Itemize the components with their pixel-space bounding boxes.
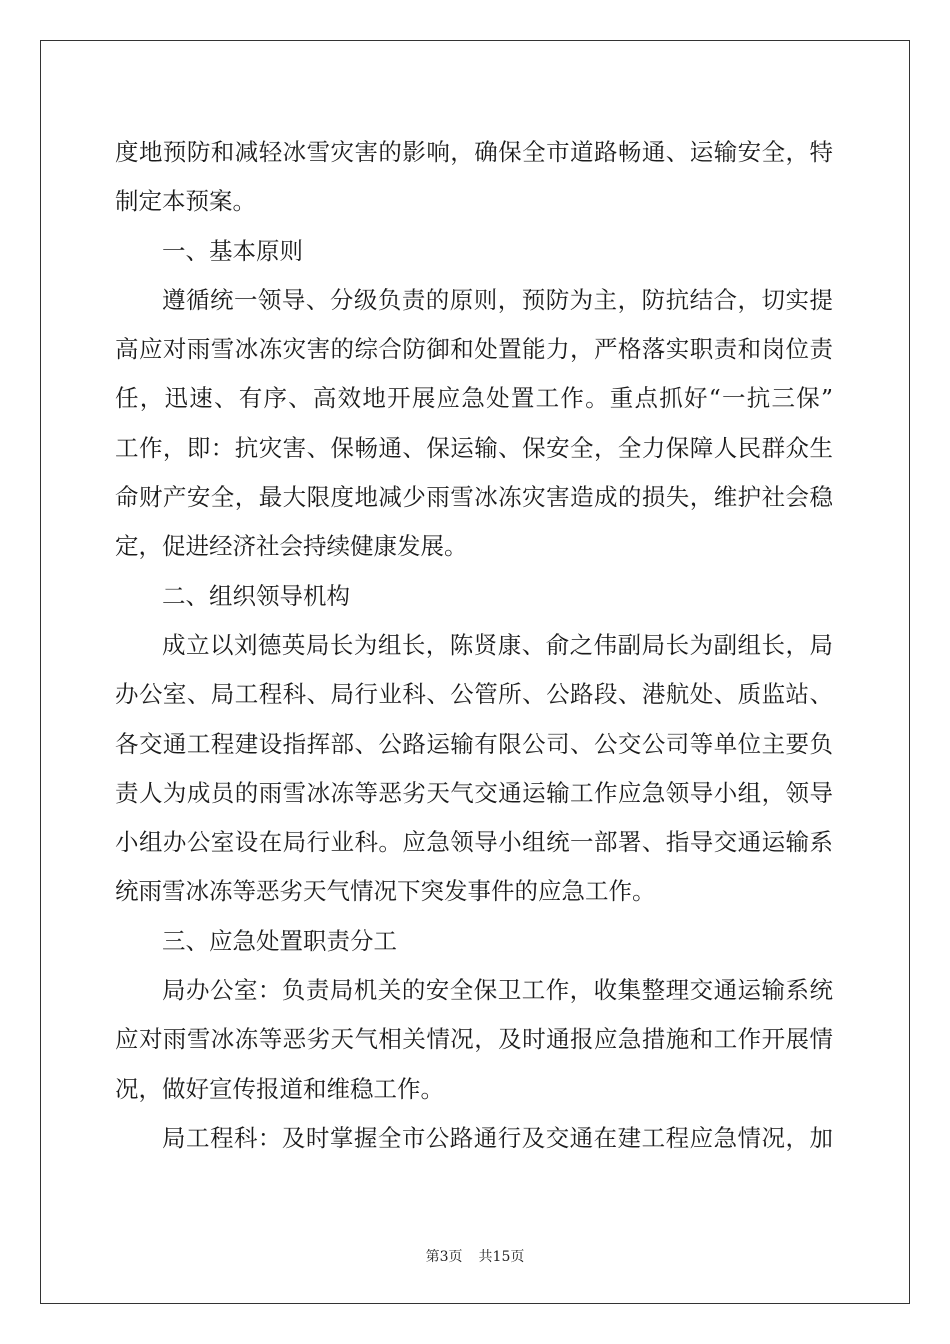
text-line: 局工程科：及时掌握全市公路通行及交通在建工程应急情况，加 [162, 1123, 833, 1152]
text-line: 工作，即：抗灾害、保畅通、保运输、保安全，全力保障人民群众生 [115, 433, 833, 462]
text-line: 小组办公室设在局行业科。应急领导小组统一部署、指导交通运输系 [115, 828, 833, 857]
text-line: 况，做好宣传报道和维稳工作。 [115, 1074, 444, 1103]
page-number-current: 第3页 [425, 1249, 463, 1265]
text-line: 定，促进经济社会持续健康发展。 [115, 532, 468, 561]
document-body [115, 128, 833, 1163]
text-line: 度地预防和减轻冰雪灾害的影响，确保全市道路畅通、运输安全，特 [115, 138, 833, 166]
text-line: 遵循统一领导、分级负责的原则，预防为主，防抗结合，切实提 [162, 285, 833, 314]
text-line: 制定本预案。 [115, 187, 256, 216]
text-line: 二、组织领导机构 [162, 581, 350, 610]
page-footer [0, 1246, 950, 1266]
text-line: 命财产安全，最大限度地减少雨雪冰冻灾害造成的损失，维护社会稳 [115, 483, 833, 512]
text-line: 局办公室：负责局机关的安全保卫工作，收集整理交通运输系统 [162, 976, 833, 1005]
text-line: 统雨雪冰冻等恶劣天气情况下突发事件的应急工作。 [115, 877, 656, 906]
text-line: 办公室、局工程科、局行业科、公管所、公路段、港航处、质监站、 [115, 680, 833, 709]
text-line: 成立以刘德英局长为组长，陈贤康、俞之伟副局长为副组长，局 [162, 630, 833, 659]
text-line: 任，迅速、有序、高效地开展应急处置工作。重点抓好“一抗三保” [115, 384, 833, 413]
text-line: 应对雨雪冰冻等恶劣天气相关情况，及时通报应急措施和工作开展情 [115, 1025, 833, 1054]
page-number-total: 共15页 [478, 1249, 525, 1265]
text-line: 各交通工程建设指挥部、公路运输有限公司、公交公司等单位主要负 [115, 729, 833, 758]
text-line: 三、应急处置职责分工 [162, 926, 397, 955]
text-line: 一、基本原则 [162, 236, 303, 265]
text-line: 高应对雨雪冰冻灾害的综合防御和处置能力，严格落实职责和岗位责 [115, 335, 833, 364]
text-line: 责人为成员的雨雪冰冻等恶劣天气交通运输工作应急领导小组，领导 [115, 778, 833, 807]
